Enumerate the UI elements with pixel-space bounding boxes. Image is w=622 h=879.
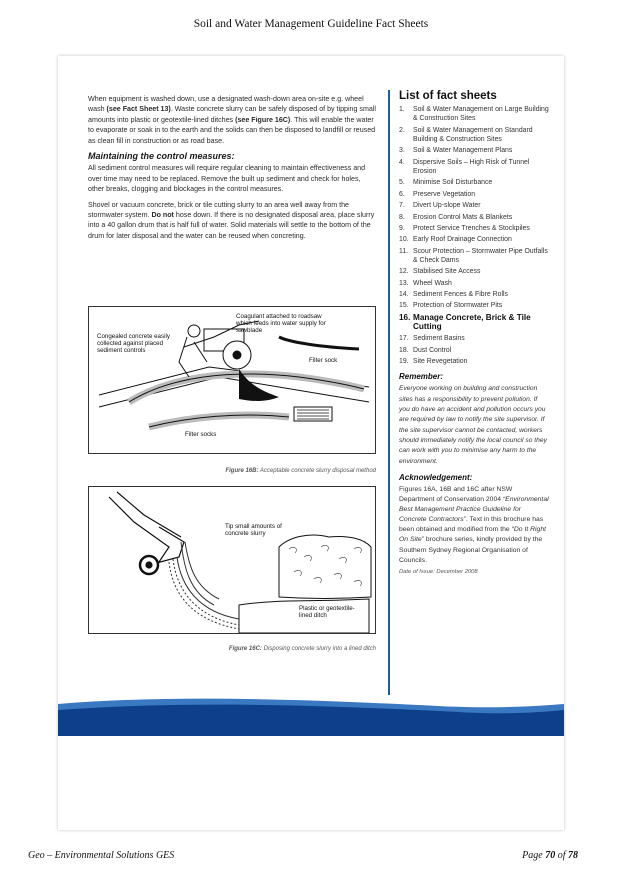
fact-sheet-item: 14. Sediment Fences & Fibre Rolls — [399, 291, 508, 299]
fact-sheet-item-current: 16. Manage Concrete, Brick & Tile Cutting — [399, 312, 531, 332]
label-filter-socks: Filter socks — [185, 431, 217, 438]
footer-organisation: Geo – Environmental Solutions GES — [28, 850, 175, 861]
fact-sheet-item: 6. Preserve Vegetation — [399, 190, 476, 198]
fact-sheet-item: 13. Wheel Wash — [399, 279, 452, 287]
fact-sheet-item: 2. Soil & Water Management on Standard Building & Construction Sites — [399, 126, 533, 143]
label-tip-slurry: Tip small amounts of concrete slurry — [225, 523, 282, 537]
acknowledgement-text: Figures 16A, 16B and 16C after NSW Department of Conservation 2004 “Environmental Best Management Practice Guideline for Concrete Contractors”. Text in this brochure has been obtained and modified from the “Do It Right On Site” brochure series, kindly provided by the Southern Sydney Regional Organisation of Councils. — [399, 486, 549, 564]
fact-sheet-item: 5. Minimise Soil Disturbance — [399, 179, 493, 187]
label-lined-ditch: Plastic or geotextile-lined ditch — [299, 605, 355, 619]
fact-sheet-item: 1. Soil & Water Management on Large Building & Construction Sites — [399, 106, 549, 123]
remember-heading: Remember: — [399, 372, 444, 382]
fact-sheet-item: 18. Dust Control — [399, 346, 452, 354]
figure-16b-illustration — [89, 307, 375, 453]
fact-sheet-item: 19. Site Revegetation — [399, 358, 468, 366]
issue-date: Date of Issue: December 2008 — [399, 568, 478, 575]
figure-16c — [88, 486, 376, 634]
footer-page-number: Page 70 of 78 — [522, 850, 578, 861]
paragraph-shovel: Shovel or vacuum concrete, brick or tile cutting slurry to an area well away from the stormwater system. Do not hose down. If there is no designated disposal area, place slurry into a 40 gallon drum that is half full of water. Solid materials will settle to the bottom of the drum for later disposal and the water can be reused when concreting. — [88, 200, 375, 240]
figure-16c-caption: Figure 16C: Disposing concrete slurry into a lined ditch — [228, 646, 376, 652]
fact-sheet-item: 11. Scour Protection – Stormwater Pipe Outfalls & Check Dams — [399, 247, 548, 264]
acknowledgement-heading: Acknowledgement: — [399, 472, 473, 482]
figure-16b — [88, 306, 376, 454]
label-filter-sock: Filter sock — [309, 357, 338, 364]
figure-16b-caption: Figure 16B: Acceptable concrete slurry disposal method — [225, 468, 376, 474]
fact-sheet-item: 7. Divert Up-slope Water — [399, 202, 481, 210]
paragraph-wash-down: When equipment is washed down, use a designated wash-down area on-site e.g. wheel wash (see Fact Sheet 13). Waste concrete slurry can be safely disposed of by tipping small amounts into plastic or geotextile-lined ditches (see Figure 16C). This will enable the water to evaporate or soak in to the earth and the solids can then be disposed to landfill or reused as clean fill in construction or as road base. — [88, 95, 376, 145]
sidebar — [399, 92, 549, 577]
fact-sheet-list-title: List of fact sheets — [399, 90, 497, 102]
fact-sheet-item: 17. Sediment Basins — [399, 335, 465, 343]
fact-sheet-item: 12. Stabilised Site Access — [399, 268, 481, 276]
fact-sheet-item: 9. Protect Service Trenches & Stockpiles — [399, 224, 530, 232]
page-header: Soil and Water Management Guideline Fact Sheets — [193, 18, 429, 30]
remember-text: Everyone working on building and construction sites has a responsibility to prevent pollution. If you do have an accident and pollution occurs you are required by law to notify the site supervisor. If the site supervisor cannot be contacted, workers should immediately notify the local council so they can work with you to minimise any harm to the environment. — [399, 385, 547, 465]
column-divider — [388, 90, 390, 695]
fact-sheet-item: 3. Soil & Water Management Plans — [399, 147, 513, 155]
fact-sheet-item: 8. Erosion Control Mats & Blankets — [399, 213, 513, 221]
main-text-column — [88, 94, 376, 246]
fact-sheet-item: 10. Early Roof Drainage Connection — [399, 236, 512, 244]
fact-sheet-item: 15. Protection of Stormwater Pits — [399, 302, 503, 310]
section-heading-maintaining: Maintaining the control measures: — [88, 151, 235, 162]
paragraph-cleaning: All sediment control measures will require regular cleaning to maintain effectiveness and over time may need to be replaced. Remove the built up sediment and check for holes, other breaks, clogging and blockages in the control measures. — [88, 164, 366, 194]
label-congealed-concrete: Congealed concrete easily collected against placed sediment controls — [97, 333, 170, 354]
fact-sheet-page — [58, 56, 564, 830]
blue-wave-banner — [58, 696, 564, 736]
fact-sheet-item: 4. Dispersive Soils – High Risk of Tunnel Erosion — [399, 158, 530, 175]
fact-sheet-list — [399, 105, 549, 366]
label-coagulant: Coagulant attached to roadsaw which feeds into water supply for sawblade — [236, 313, 326, 334]
